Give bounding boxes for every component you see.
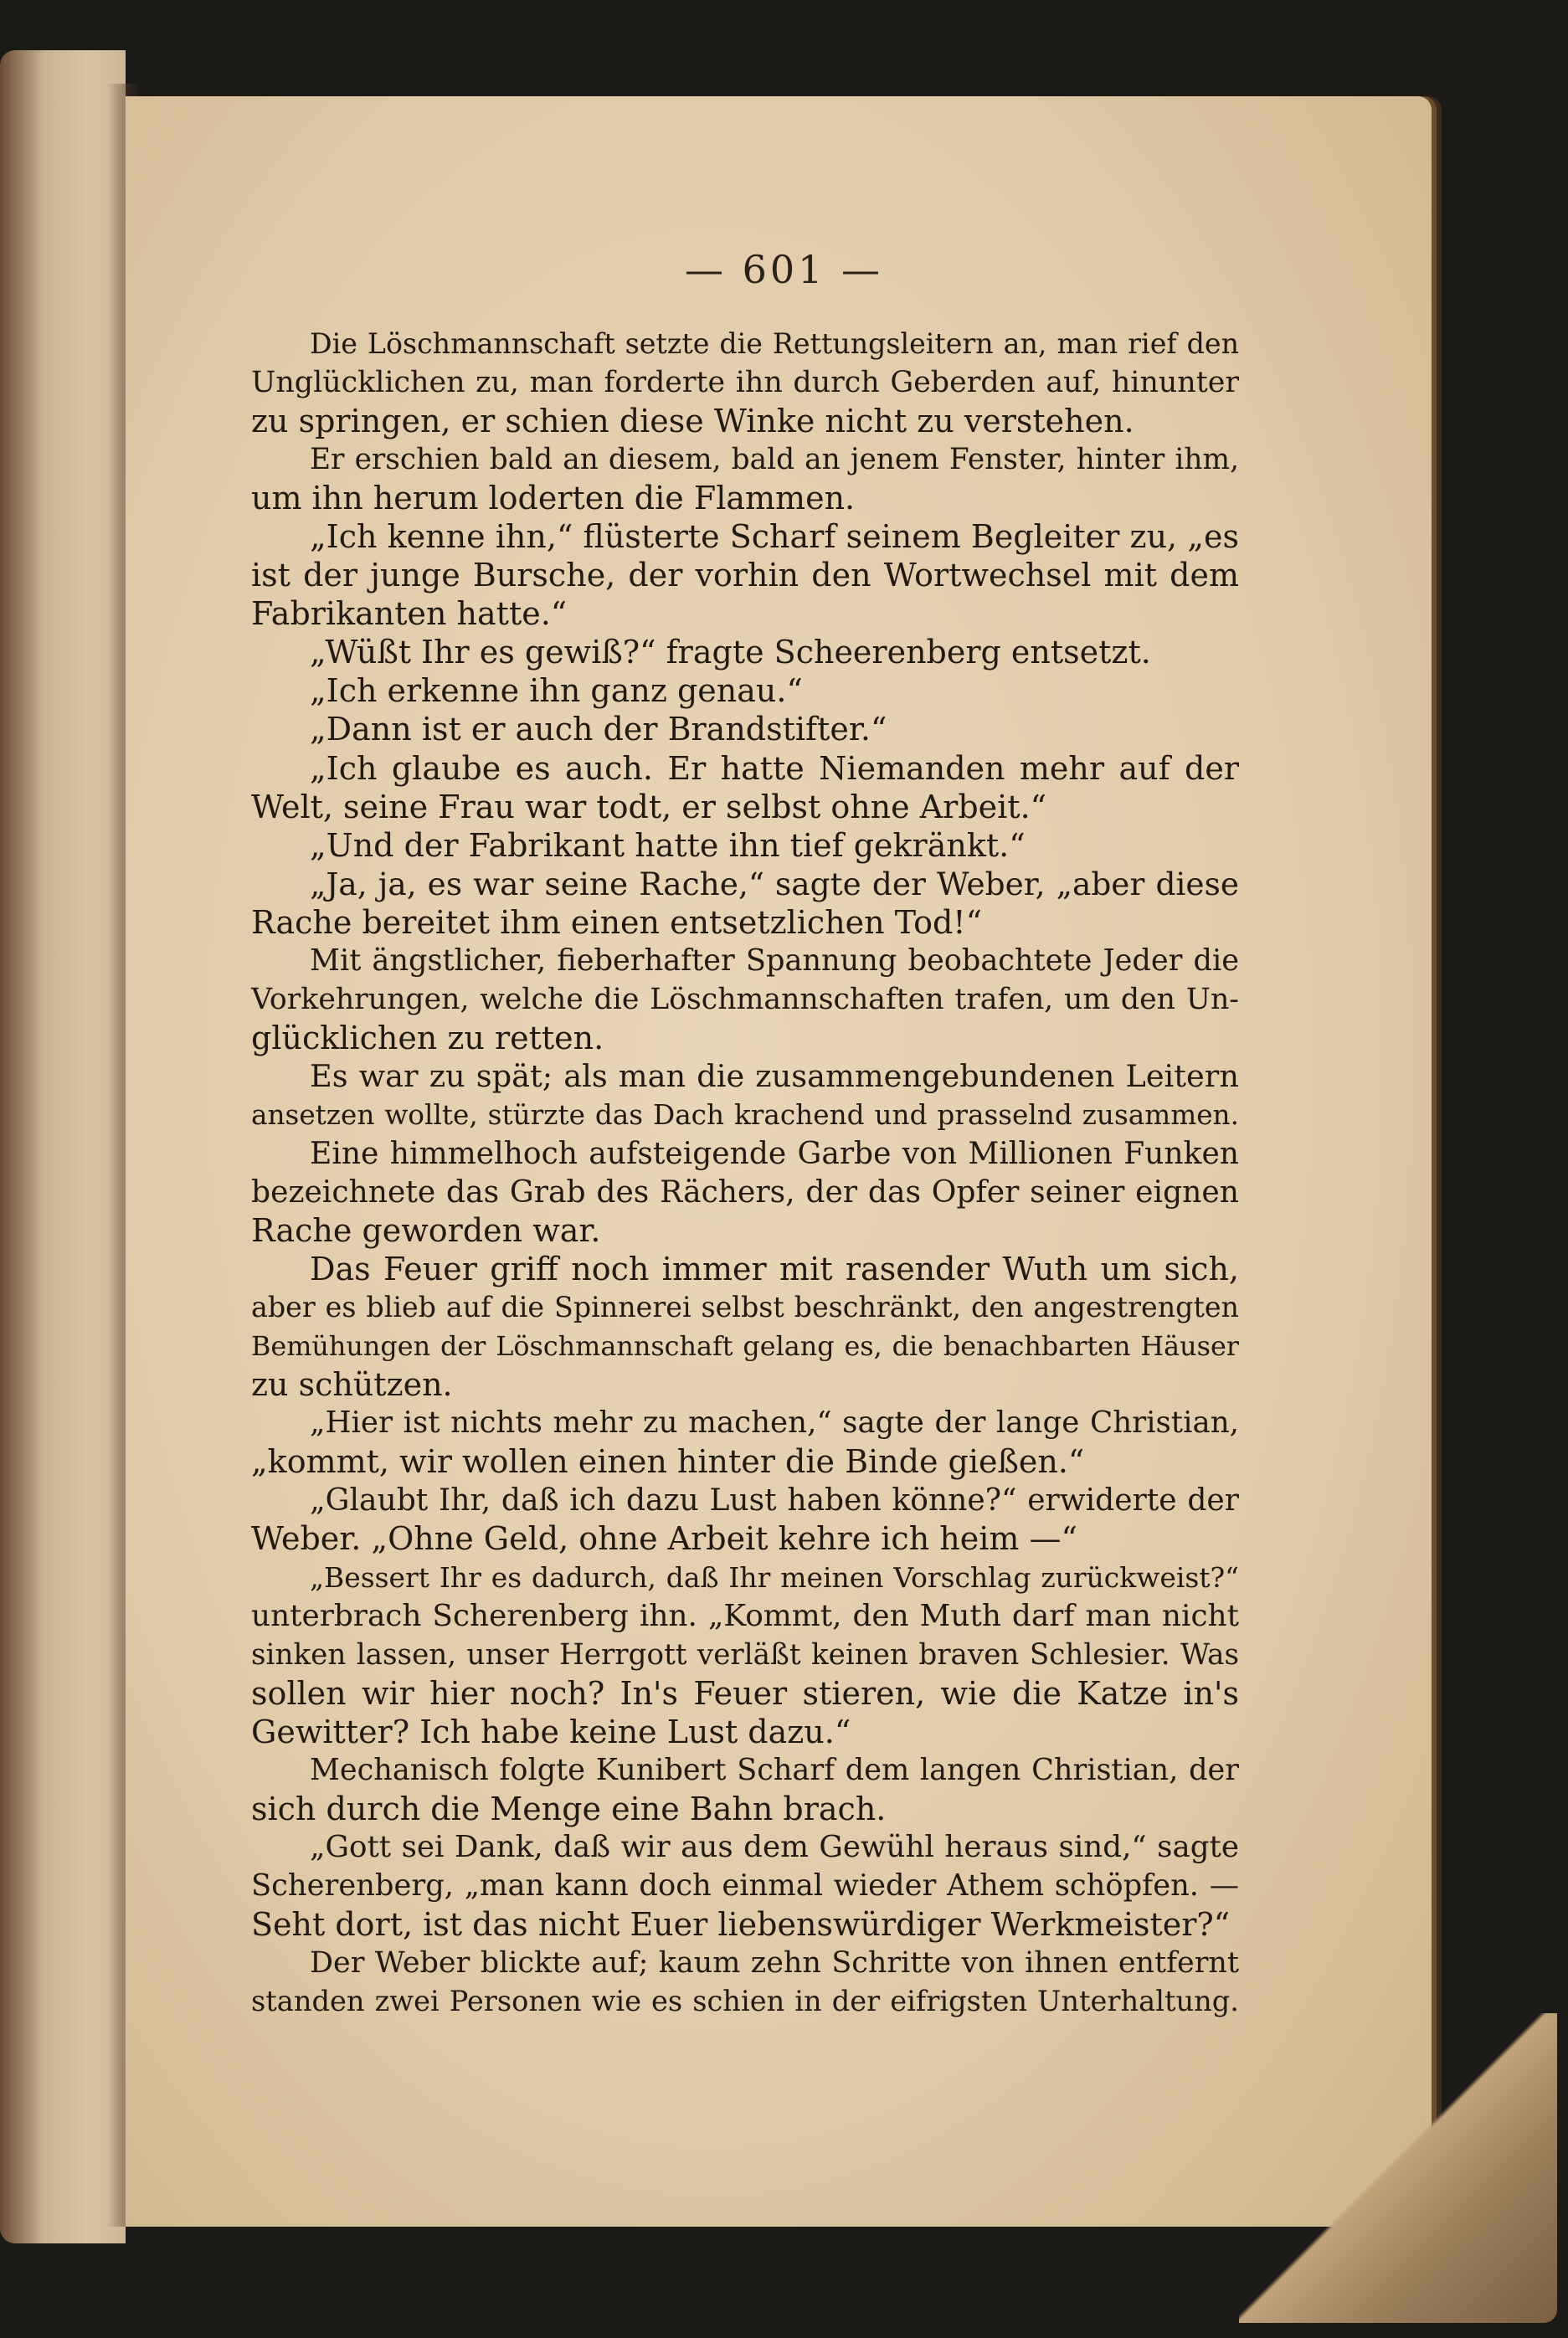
text-line: „Dann ist er auch der Brandstifter.“	[310, 711, 887, 748]
text-line: Die Löschmannschaft setzte die Rettungsleitern an, man rief den	[310, 327, 1239, 360]
text-line: „Und der Fabrikant hatte ihn tief gekränkt.“	[310, 826, 1026, 864]
text-line: zu schützen.	[251, 1366, 453, 1404]
text-line: Mechanisch folgte Kunibert Scharf dem langen Christian, der	[310, 1752, 1239, 1787]
body-text	[251, 325, 1239, 2021]
text-line: „Gott sei Dank, daß wir aus dem Gewühl heraus sind,“ sagte	[310, 1829, 1239, 1864]
text-line: Rache bereitet ihm einen entsetzlichen Tod!“	[251, 903, 982, 941]
text-line: Fabrikanten hatte.“	[251, 595, 568, 633]
text-line: Er erschien bald an diesem, bald an jenem Fenster, hinter ihm,	[310, 443, 1239, 477]
text-line: „Ja, ja, es war seine Rache,“ sagte der Weber, „aber diese	[310, 865, 1239, 902]
text-line: zu springen, er schien diese Winke nicht zu verstehen.	[251, 403, 1134, 440]
text-line: „Ich erkenne ihn ganz genau.“	[310, 672, 803, 710]
text-line: glücklichen zu retten.	[251, 1019, 604, 1056]
text-line: Es war zu spät; als man die zusammengebundenen Leitern	[310, 1057, 1239, 1094]
text-line: aber es blieb auf die Spinnerei selbst beschränkt, den angestrengten	[251, 1291, 1239, 1324]
text-line: Rache geworden war.	[251, 1212, 601, 1250]
text-line: Vorkehrungen, welche die Löschmannschaften trafen, um den Un-	[251, 982, 1239, 1016]
text-line: „Wüßt Ihr es gewiß?“ fragte Scheerenberg entsetzt.	[310, 634, 1151, 671]
text-line: „Ich kenne ihn,“ flüsterte Scharf seinem Begleiter zu, „es	[310, 518, 1239, 556]
text-line: sinken lassen, unser Herrgott verläßt keinen braven Schlesier. Was	[251, 1637, 1239, 1672]
text-line: standen zwei Personen wie es schien in der eifrigsten Unterhaltung.	[251, 1985, 1239, 2018]
text-line: Scherenberg, „man kann doch einmal wieder Athem schöpfen. —	[251, 1868, 1239, 1903]
text-line: bezeichnete das Grab des Rächers, der das Opfer seiner eignen	[251, 1174, 1239, 1210]
text-line: sich durch die Menge eine Bahn brach.	[251, 1790, 887, 1827]
text-line: Seht dort, ist das nicht Euer liebenswürdiger Werkmeister?“	[251, 1905, 1231, 1943]
text-line: unterbrach Scherenberg ihn. „Kommt, den Muth darf man nicht	[251, 1598, 1239, 1633]
text-line: Mit ängstlicher, fieberhafter Spannung beobachtete Jeder die	[310, 943, 1239, 978]
text-line: „Ich glaube es auch. Er hatte Niemanden mehr auf der	[310, 749, 1239, 787]
text-line: Weber. „Ohne Geld, ohne Arbeit kehre ich heim —“	[251, 1520, 1077, 1558]
text-line: Gewitter? Ich habe keine Lust dazu.“	[251, 1713, 851, 1750]
text-line: Unglücklichen zu, man forderte ihn durch Geberden auf, hinunter	[251, 366, 1239, 400]
text-line: „kommt, wir wollen einen hinter die Binde gießen.“	[251, 1443, 1085, 1481]
worn-page-corner	[1239, 2013, 1557, 2323]
text-line: Eine himmelhoch aufsteigende Garbe von Millionen Funken	[310, 1135, 1239, 1171]
text-line: „Hier ist nichts mehr zu machen,“ sagte der lange Christian,	[310, 1405, 1239, 1441]
page-number: — 601 —	[684, 247, 884, 292]
text-line: sollen wir hier noch? In's Feuer stieren, wie die Katze in's	[251, 1674, 1239, 1712]
text-line: Welt, seine Frau war todt, er selbst ohne Arbeit.“	[251, 788, 1047, 825]
text-line: ist der junge Bursche, der vorhin den Wortwechsel mit dem	[251, 557, 1239, 594]
text-line: Bemühungen der Löschmannschaft gelang es, die benachbarten Häuser	[251, 1330, 1239, 1363]
text-line: um ihn herum loderten die Flammen.	[251, 480, 856, 517]
text-line: Der Weber blickte auf; kaum zehn Schritte von ihnen entfernt	[310, 1945, 1239, 1980]
text-line: ansetzen wollte, stürzte das Dach krachend und prasselnd zusammen.	[251, 1098, 1239, 1131]
text-line: „Glaubt Ihr, daß ich dazu Lust haben könne?“ erwiderte der	[310, 1482, 1239, 1518]
text-line: Das Feuer griff noch immer mit rasender Wuth um sich,	[310, 1251, 1239, 1288]
text-line: „Bessert Ihr es dadurch, daß Ihr meinen Vorschlag zurückweist?“	[310, 1560, 1239, 1594]
